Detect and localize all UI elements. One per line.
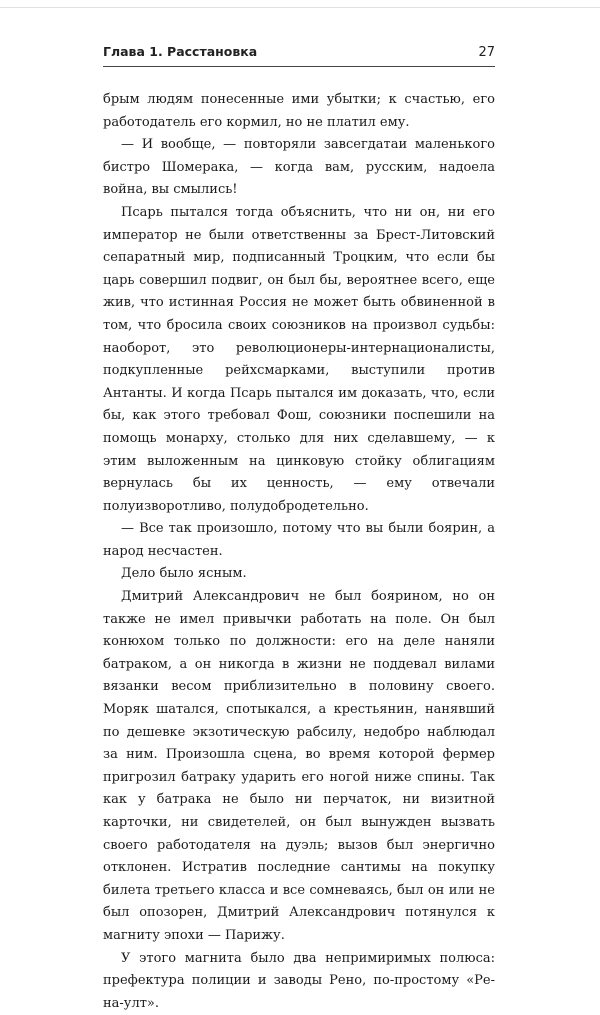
page-number: 27 — [478, 45, 495, 60]
paragraph-6: Дмитрий Александрович не был боярином, но он также не имел привычки работать на поле. Он был конюхом только по должности: его на деле наняли батраком, а он никогда в жизни не поддевал вилами вязанки весом приблизительно в половину своего. Моряк шатался, спотыкался, а крестьянин, нанявший по дешевке экзотическую рабсилу, недобро наблюдал за ним. Произошла сцена, во время которой фермер пригрозил батраку ударить его ногой ниже спины. Так как у батрака не было ни перчаток, ни визитной карточки, ни свидетелей, он был вынужден вызвать своего работодателя на дуэль; вызов был энергично отклонен. Истратив последние сантимы на покупку билета третьего класса и все сомневаясь, был он или не был опозорен, Дмитрий Александрович потянулся к магниту эпохи — Парижу. — [103, 589, 495, 943]
paragraph-2: — И вообще, — повторяли завсегдатаи маленького бистро Шомерака, — когда вам, русским, надоела война, вы смылись! — [103, 137, 495, 198]
chapter-title: Глава 1. Расстановка — [103, 44, 258, 59]
top-rule — [0, 7, 600, 8]
paragraph-1: брым людям понесенные ими убытки; к счастью, его работодатель его кормил, но не платил ему. — [103, 92, 495, 130]
running-header — [103, 44, 495, 67]
body-text — [103, 89, 495, 1015]
book-page — [103, 44, 495, 1011]
paragraph-5: Дело было ясным. — [121, 566, 247, 582]
paragraph-4: — Все так произошло, потому что вы были боярин, а народ несчастен. — [103, 521, 495, 559]
paragraph-7: У этого магнита было два непримиримых полюса: префектура полиции и заводы Рено, по-простому «Ре-на-улт». — [103, 950, 495, 1011]
paragraph-3: Псарь пытался тогда объяснить, что ни он, ни его император не были ответственны за Брест-Литовский сепаратный мир, подписанный Троцким, что если бы царь совершил подвиг, он был бы, вероятнее всего, еще жив, что истинная Россия не может быть обвиненной в том, что бросила своих союзников на произвол судьбы: наоборот, это революционеры-интернационалисты, подкупленные рейхсмарками, выступили против Антанты. И когда Псарь пытался им доказать, что, если бы, как этого требовал Фош, союзники поспешили на помощь монарху, столько для них сделавшему, — к этим выложенным на цинковую стойку облигациям вернулась бы их ценность, — ему отвечали полуизворотливо, полудобродетельно. — [103, 204, 495, 514]
